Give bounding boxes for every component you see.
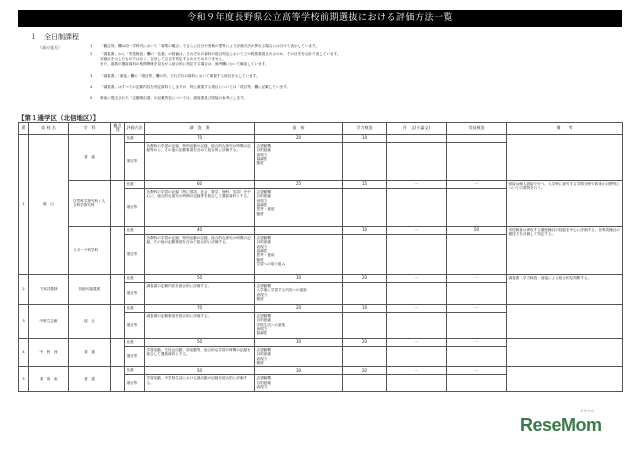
department-name: 普 通 xyxy=(69,367,111,392)
interview-weight xyxy=(255,226,343,234)
academic-weight: 10 xyxy=(343,304,387,312)
col-header-report: 調 査 書 xyxy=(145,123,255,135)
school-name: 中野立志館 xyxy=(29,304,69,338)
interview-weight: 30 xyxy=(255,338,343,346)
table-row xyxy=(19,134,623,142)
interview-items: 志望動機 目的意識 学校生活への意欲 表現力 協調性 xyxy=(255,312,343,338)
report-weight: 70 xyxy=(145,304,255,312)
report-weight: 50 xyxy=(145,367,255,375)
col-header-remarks: 備 考 xyxy=(507,123,623,135)
section-title: １ 全日制課程 xyxy=(30,33,79,41)
interview-items: 志望動機 目的意識 表現力 協調性 思考・意欲 態度 xyxy=(255,188,343,226)
col-header-academic: 学力検査 xyxy=(343,123,387,135)
interview-items: 志望動機 目的意識 表現力 態度 xyxy=(255,346,343,367)
col-header-school: 高 校 名 xyxy=(29,123,69,135)
col-header-method: 評価方法 xyxy=(125,123,145,135)
aspect-cell xyxy=(111,274,125,304)
school-number: 5 xyxy=(19,367,29,392)
report-weight: 50 xyxy=(145,274,255,282)
remarks-cell: 調査書・学力検査・面接による総合的な判断する。 xyxy=(507,274,623,304)
academic-weight: 20 xyxy=(343,367,387,375)
logo-subtitle: リセマム xyxy=(580,409,594,413)
table-row xyxy=(19,180,623,188)
interview-weight: 30 xyxy=(255,367,343,375)
report-items: 調査書の記載内容を総合的に評価する。 xyxy=(145,282,255,304)
note-item: 3 「調査書」「面接」欄の「項目等」欄の内、それぞれの資料において重視する項目を示しています。 xyxy=(90,74,260,78)
items-label: 項目等 xyxy=(125,346,145,367)
report-weight: 40 xyxy=(145,226,255,234)
academic-weight: 15 xyxy=(343,180,387,188)
table-header-row xyxy=(19,123,623,135)
remarks-cell xyxy=(507,304,623,338)
essay-weight: － xyxy=(387,367,447,375)
note-item: 2 「調査書」から「実技検査」欄の「比重」の数値は、それぞれの資料の総合判定においてどの程度重視されるのか、その目安を合計で表しています。 xyxy=(90,52,341,56)
items-label: 項目等 xyxy=(125,188,145,226)
remarks-cell: 実技検査は専攻する競技種目の技能を中心に評価する。各専攻種目の競技力を評価して判定する。 xyxy=(507,226,623,274)
weight-label: 比重 xyxy=(125,134,145,142)
table-row xyxy=(19,367,623,375)
aspect-cell xyxy=(111,367,125,392)
report-items: 各教科の学習の記録（特に国語、社会、数学、理科、英語）を中心に、総合的な探究の時間の記録等を総合して選抜資料とする。 xyxy=(145,188,255,226)
interview-items: 志望動機 目的意識 表現力 協調性 思考・意欲 態度 学習への取り組み xyxy=(255,234,343,274)
remarks-cell: 面接は個人面接で行う。入学時に探究する学問分野や将来の目標等についての質問を行う。 xyxy=(507,180,623,226)
weight-label: 比重 xyxy=(125,367,145,375)
table-row xyxy=(19,338,623,346)
academic-weight: 20 xyxy=(343,338,387,346)
report-weight: 70 xyxy=(145,134,255,142)
department-name: 持続可能農業 xyxy=(69,274,111,304)
interview-weight: 30 xyxy=(255,274,343,282)
interview-items: 志望動機 目的意識 表現力 xyxy=(255,375,343,392)
weight-label: 比重 xyxy=(125,274,145,282)
department-name: 普 通 xyxy=(69,134,111,180)
report-items: 各教科の学習の記録、特別活動の記録、総合的な探究の時間の記録、その他の記載事項を含めて総合的に評価する。 xyxy=(145,234,255,274)
aspect-cell xyxy=(111,304,125,338)
practical-weight: － xyxy=(447,338,507,346)
department-name: 自然科学探究科 / 人文科学探究科 xyxy=(69,180,111,226)
interview-items: 志望動機 入学後に学習する内容への意欲 表現力 態度 xyxy=(255,282,343,304)
remarks-cell xyxy=(507,338,623,367)
evaluation-table xyxy=(18,122,623,392)
table-row xyxy=(19,274,623,282)
practical-weight: － xyxy=(447,274,507,282)
essay-weight: － xyxy=(387,304,447,312)
report-items: 学習活動、生徒会活動、部活動等、総合的な学習の時間の記録を総合して選抜資料とする。 xyxy=(145,346,255,367)
table-row xyxy=(19,304,623,312)
items-label: 項目等 xyxy=(125,312,145,338)
essay-weight: － xyxy=(387,338,447,346)
essay-weight: － xyxy=(387,226,447,234)
col-header-dept: 学 科 xyxy=(69,123,111,135)
aspect-cell xyxy=(111,134,125,180)
school-name: 飯 山 xyxy=(29,134,69,274)
essay-weight xyxy=(387,134,447,142)
col-header-essay: 作 文(小論文) xyxy=(387,123,447,135)
remarks-cell xyxy=(507,367,623,392)
report-weight: 50 xyxy=(145,338,255,346)
essay-weight: － xyxy=(387,274,447,282)
academic-weight: 10 xyxy=(343,134,387,142)
practical-weight xyxy=(447,134,507,142)
school-number: 1 xyxy=(19,134,29,274)
col-header-practical: 実技検査 xyxy=(447,123,507,135)
items-label: 項目等 xyxy=(125,282,145,304)
school-name: 下高井農林 xyxy=(29,274,69,304)
interview-weight: 25 xyxy=(255,180,343,188)
department-name: 総 合 xyxy=(69,304,111,338)
department-name: スポーツ科学科 xyxy=(69,226,111,274)
col-header-interview: 面 接 xyxy=(255,123,343,135)
school-name: 須 坂 東 xyxy=(29,367,69,392)
weight-label: 比重 xyxy=(125,180,145,188)
academic-weight: 10 xyxy=(343,226,387,234)
report-weight: 60 xyxy=(145,180,255,188)
interview-weight: 20 xyxy=(255,134,343,142)
practical-weight: － xyxy=(447,367,507,375)
department-name: 普 通 xyxy=(69,338,111,367)
page-banner-title: 令和９年度長野県公立高等学校前期選抜における評価方法一覧 xyxy=(18,10,622,27)
practical-weight: － xyxy=(447,304,507,312)
weight-label: 比重 xyxy=(125,338,145,346)
resemom-logo: ReseMom xyxy=(520,415,602,435)
weight-label: 比重 xyxy=(125,226,145,234)
aspect-cell xyxy=(111,226,125,274)
col-header-no: 番 xyxy=(19,123,29,135)
note-item: 評価点を示したものではなく、合計して合否を判定するわけではありません。 xyxy=(100,57,226,61)
school-number: 3 xyxy=(19,304,29,338)
aspect-cell xyxy=(111,338,125,367)
report-items: 学習活動、中学校生活における諸活動の記録を総合的に評価する。 xyxy=(145,375,255,392)
note-item: 4 「調査書」はすべての記載内容を判定資料としますが、特に重視する項目については「項目等」欄に記載しています。 xyxy=(90,85,291,89)
academic-weight: 20 xyxy=(343,274,387,282)
items-label: 項目等 xyxy=(125,375,145,392)
notes-label: （表の見方） xyxy=(38,45,62,50)
note-item: また、複数の選抜資料の相関関係を見ながら総合的に判定する場合は、備考欄において解説しています。 xyxy=(100,62,269,66)
school-number: 2 xyxy=(19,274,29,304)
table-row xyxy=(19,226,623,234)
items-label: 項目等 xyxy=(125,234,145,274)
interview-weight: 20 xyxy=(255,304,343,312)
essay-weight: － xyxy=(387,180,447,188)
practical-weight: 50 xyxy=(447,226,507,234)
interview-items: 志望動機 目的意識 表現力 協調性 態度 xyxy=(255,142,343,180)
note-item: 1 「観点別」欄は同一学科内において「募集の観点」でさらに区分や受検の型等により評価方法が異なる場合には分けて表示しています。 xyxy=(90,44,319,48)
items-label: 項目等 xyxy=(125,142,145,180)
remarks-cell xyxy=(507,134,623,180)
note-item: 5 事前に提出された「志願理由書」の記載内容については、調査書及び面接の参考にします。 xyxy=(90,96,247,100)
report-items: 調査書の記載事項を総合的に評価する。 xyxy=(145,312,255,338)
district-heading: 【第１通学区（北信地区）】 xyxy=(18,114,100,122)
school-name: 中 野 西 xyxy=(29,338,69,367)
report-items: 各教科の学習の記録、特別活動の記録、総合的な探究の時間の記録等から、その他の記載事項を含めて総合的に評価する。 xyxy=(145,142,255,180)
col-header-aspect: 観点別 xyxy=(111,123,125,135)
aspect-cell xyxy=(111,180,125,226)
school-number: 4 xyxy=(19,338,29,367)
weight-label: 比重 xyxy=(125,304,145,312)
practical-weight: － xyxy=(447,180,507,188)
